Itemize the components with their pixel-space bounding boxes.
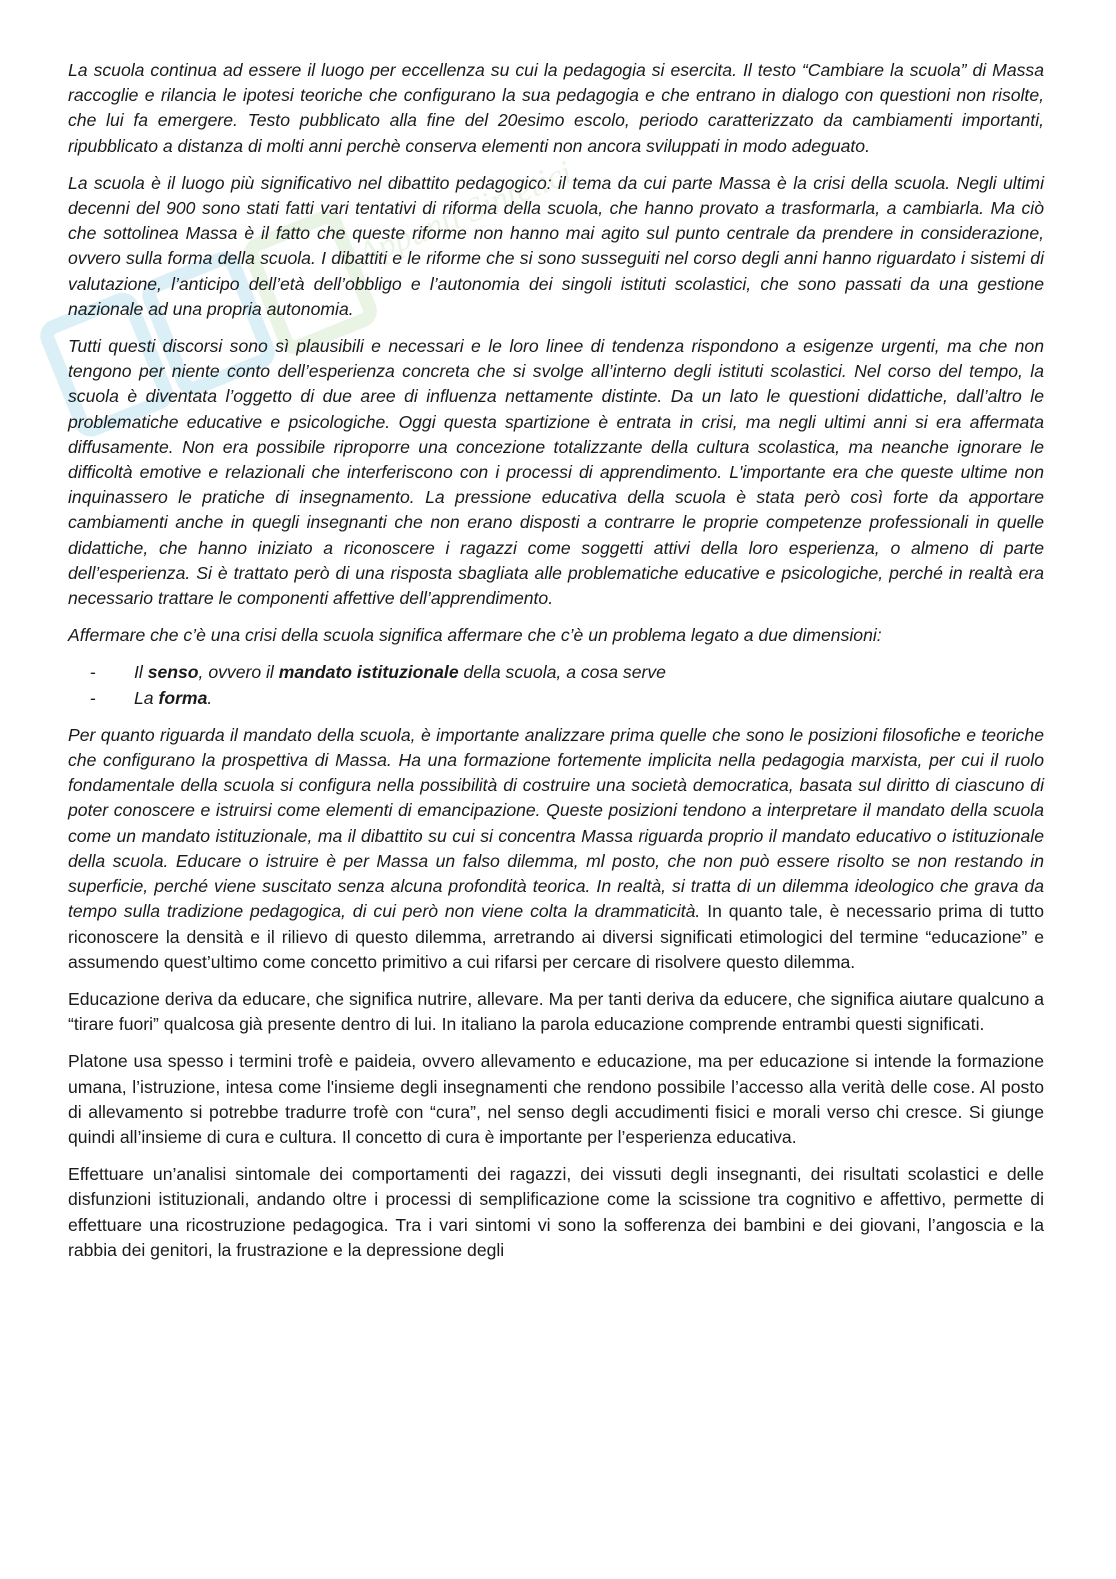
- paragraph-dimensions: Affermare che c’è una crisi della scuola significa affermare che c’è un problema legato a due dimensioni:: [68, 625, 882, 646]
- paragraph-mandate: Per quanto riguarda il mandato della scuola, è importante analizzare prima quelle che sono le posizioni filosofiche e teoriche che configurano la prospettiva di Massa. Ha una formazione fortemente implicita nella pedagogia marxista, per cui il ruolo fondamentale della scuola si configura nella possibilità di costruire una società democratica, basata sul diritto di ciascuno di poter conoscere e istruirsi come elementi di emancipazione. Queste posizioni tendono a interpretare il mandato della scuola come un mandato istituzionale, ma il dibattito su cui si concentra Massa riguarda proprio il mandato educativo o istituzionale della scuola. Educare o istruire è per Massa un falso dilemma, ml posto, che non può essere risolto se non restando in superficie, perché viene suscitato senza alcuna profondità teorica. In realtà, si tratta di un dilemma ideologico che grava da tempo sulla tradizione pedagogica, di cui però non viene colta la drammaticità. In quanto tale, è necessario prima di tutto riconoscere la densità e il rilievo di questo dilemma, arretrando ai diversi significati etimologici del termine “educazione” e assumendo quest’ultimo come concetto primitivo a cui rifarsi per cercare di risolvere questo dilemma.: [68, 724, 1044, 972]
- dimension-list: [68, 660, 1044, 710]
- list-item: - La forma.: [68, 686, 1044, 711]
- list-item: - Il senso, ovvero il mandato istituzionale della scuola, a cosa serve: [68, 660, 1044, 685]
- paragraph-platone: Platone usa spesso i termini trofè e paideia, ovvero allevamento e educazione, ma per educazione si intende la formazione umana, l’istruzione, intesa come l'insieme degli insegnamenti che rendono possibile l’accesso alla verità delle cose. Al posto di allevamento si potrebbe tradurre trofè con “cura”, nel senso degli accudimenti fisici e morali verso chi cresce. Si giunge quindi all’insieme di cura e cultura. Il concetto di cura è importante per l’esperienza educativa.: [68, 1051, 1044, 1147]
- paragraph-analysis: Effettuare un’analisi sintomale dei comportamenti dei ragazzi, dei vissuti degli insegnanti, dei risultati scolastici e delle disfunzioni istituzionali, andando oltre i processi di semplificazione come la scissione tra cognitivo e affettivo, permette di effettuare una ricostruzione pedagogica. Tra i vari sintomi vi sono la sofferenza dei bambini e dei giovani, l’angoscia e la rabbia dei genitori, la frustrazione e la depressione degli: [68, 1164, 1044, 1260]
- document-page: [68, 58, 1044, 1275]
- paragraph-crisis: La scuola è il luogo più significativo nel dibattito pedagogico: il tema da cui parte Massa è la crisi della scuola. Negli ultimi decenni del 900 sono stati fatti vari tentativi di riforma della scuola, che hanno provato a trasformarla, a cambiarla. Ma ciò che sottolinea Massa è il fatto che queste riforme non hanno mai agito sul punto centrale da prendere in considerazione, ovvero sulla forma della scuola. I dibattiti e le riforme che si sono susseguiti nel corso degli anni hanno riguardato i sistemi di valutazione, l’anticipo dell’età dell’obbligo e l’autonomia dei singoli istituti scolastici, che sono passati da una gestione nazionale ad una propria autonomia.: [68, 172, 1044, 319]
- paragraph-intro: La scuola continua ad essere il luogo per eccellenza su cui la pedagogia si esercita. Il testo “Cambiare la scuola” di Massa raccoglie e rilancia le ipotesi teoriche che configurano la sua pedagogia e che entrano in dialogo con questioni non risolte, che lui fa emergere. Testo pubblicato alla fine del 20esimo escolo, periodo caratterizzato da cambiamenti importanti, ripubblicato a distanza di molti anni perchè conserva elementi non ancora sviluppati in modo adeguato.: [68, 60, 1044, 156]
- paragraph-etymology: Educazione deriva da educare, che significa nutrire, allevare. Ma per tanti deriva da educere, che significa aiutare qualcuno a “tirare fuori” qualcosa già presente dentro di lui. In italiano la parola educazione comprende entrambi questi significati.: [68, 988, 1044, 1035]
- watermark-text: Appunti Sintetici: [352, 154, 578, 274]
- paragraph-discussions: Tutti questi discorsi sono sì plausibili e necessari e le loro linee di tendenza rispondono a esigenze urgenti, ma che non tengono per niente conto dell’esperienza concreta che si svolge all’interno degli istituti scolastici. Nel corso del tempo, la scuola è diventata l’oggetto di due aree di influenza nettamente distinte. Da un lato le questioni didattiche, dall’altro le problematiche educative e psicologiche. Oggi questa spartizione è entrata in crisi, ma negli ultimi anni si era affermata diffusamente. Non era possibile riproporre una concezione totalizzante della cultura scolastica, ma neanche ignorare le difficoltà emotive e relazionali che interferiscono con i processi di apprendimento. L'importante era che queste ultime non inquinassero le pratiche di insegnamento. La pressione educativa della scuola è stata però così forte da apportare cambiamenti anche in quegli insegnanti che non erano disposti a contrarre le proprie competenze professionali in quelle didattiche, che hanno iniziato a riconoscere i ragazzi come soggetti attivi della loro esperienza, o almeno di parte dell’esperienza. Si è trattato però di una risposta sbagliata alle problematiche educative e psicologiche, perché in realtà era necessario trattare le componenti affettive dell’apprendimento.: [68, 336, 1044, 609]
